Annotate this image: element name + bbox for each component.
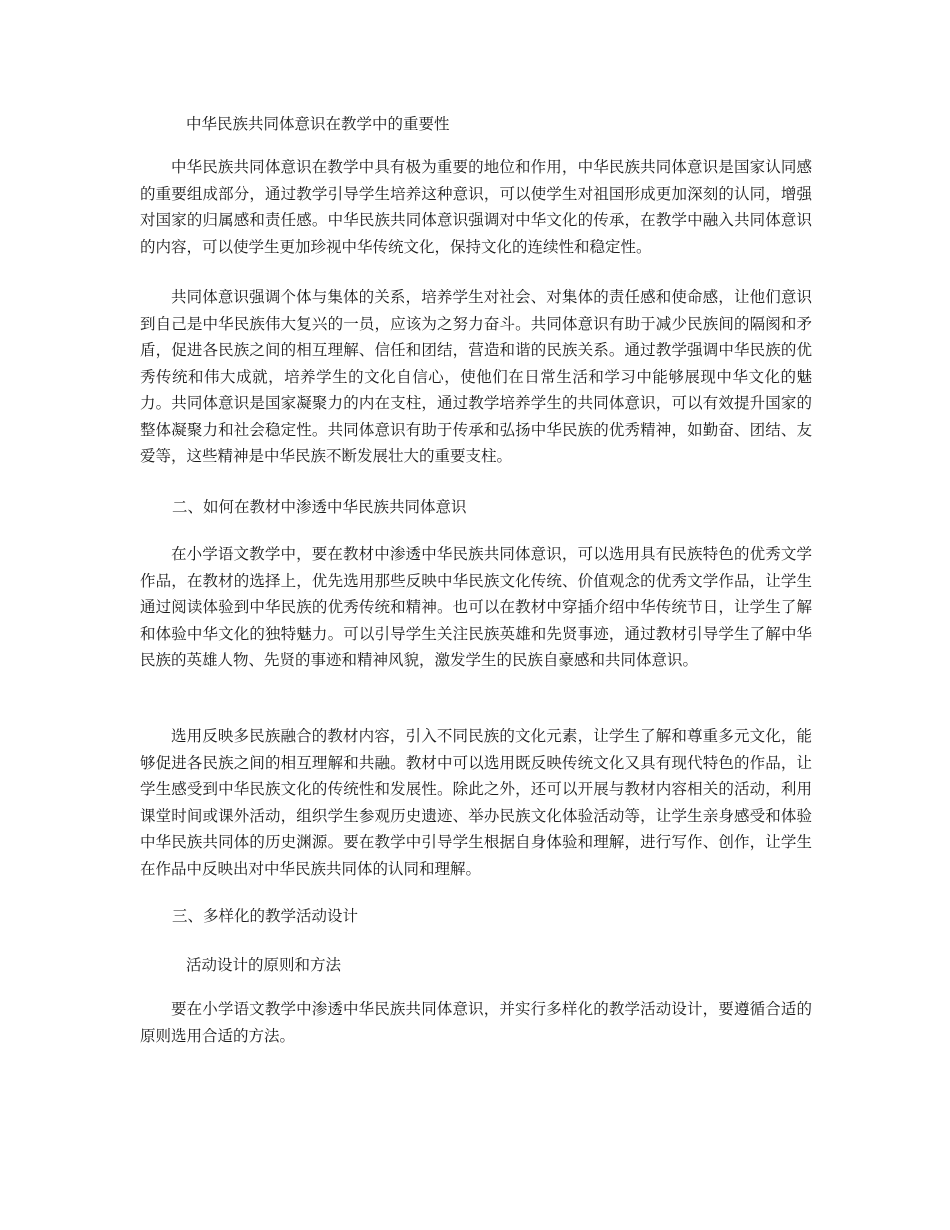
paragraph-textbook-1: 在小学语文教学中，要在教材中渗透中华民族共同体意识，可以选用具有民族特色的优秀文学作品，在教材的选择上，优先选用那些反映中华民族文化传统、价值观念的优秀文学作品，让学生通过阅读体验到中华民族的优秀传统和精神。也可以在教材中穿插介绍中华传统节日，让学生了解和体验中华文化的独特魅力。可以引导学生关注民族英雄和先贤事迹，通过教材引导学生了解中华民族的英雄人物、先贤的事迹和精神风貌，激发学生的民族自豪感和共同体意识。 [140, 545, 812, 669]
section-heading-importance: 中华民族共同体意识在教学中的重要性 [186, 115, 450, 133]
subsection-heading-principles: 活动设计的原则和方法 [186, 956, 342, 974]
section-heading-textbook: 二、如何在教材中渗透中华民族共同体意识 [172, 498, 467, 516]
paragraph-importance-1: 中华民族共同体意识在教学中具有极为重要的地位和作用，中华民族共同体意识是国家认同感的重要组成部分，通过教学引导学生培养这种意识，可以使学生对祖国形成更加深刻的认同，增强对国家的归属感和责任感。中华民族共同体意识强调对中华文化的传承，在教学中融入共同体意识的内容，可以使学生更加珍视中华传统文化，保持文化的连续性和稳定性。 [140, 158, 812, 256]
paragraph-importance-2: 共同体意识强调个体与集体的关系，培养学生对社会、对集体的责任感和使命感，让他们意识到自己是中华民族伟大复兴的一员，应该为之努力奋斗。共同体意识有助于减少民族间的隔阂和矛盾，促进各民族之间的相互理解、信任和团结，营造和谐的民族关系。通过教学强调中华民族的优秀传统和伟大成就，培养学生的文化自信心，使他们在日常生活和学习中能够展现中华文化的魅力。共同体意识是国家凝聚力的内在支柱，通过教学培养学生的共同体意识，可以有效提升国家的整体凝聚力和社会稳定性。共同体意识有助于传承和弘扬中华民族的优秀精神，如勤奋、团结、友爱等，这些精神是中华民族不断发展壮大的重要支柱。 [140, 288, 812, 465]
section-heading-activities: 三、多样化的教学活动设计 [172, 907, 359, 925]
paragraph-textbook-2: 选用反映多民族融合的教材内容，引入不同民族的文化元素，让学生了解和尊重多元文化，能够促进各民族之间的相互理解和共融。教材中可以选用既反映传统文化又具有现代特色的作品，让学生感受到中华民族文化的传统性和发展性。除此之外，还可以开展与教材内容相关的活动，利用课堂时间或课外活动，组织学生参观历史遗迹、举办民族文化体验活动等，让学生亲身感受和体验中华民族共同体的历史渊源。要在教学中引导学生根据自身体验和理解，进行写作、创作，让学生在作品中反映出对中华民族共同体的认同和理解。 [140, 727, 812, 878]
paragraph-principles: 要在小学语文教学中渗透中华民族共同体意识，并实行多样化的教学活动设计，要遵循合适的原则选用合适的方法。 [140, 1000, 812, 1045]
